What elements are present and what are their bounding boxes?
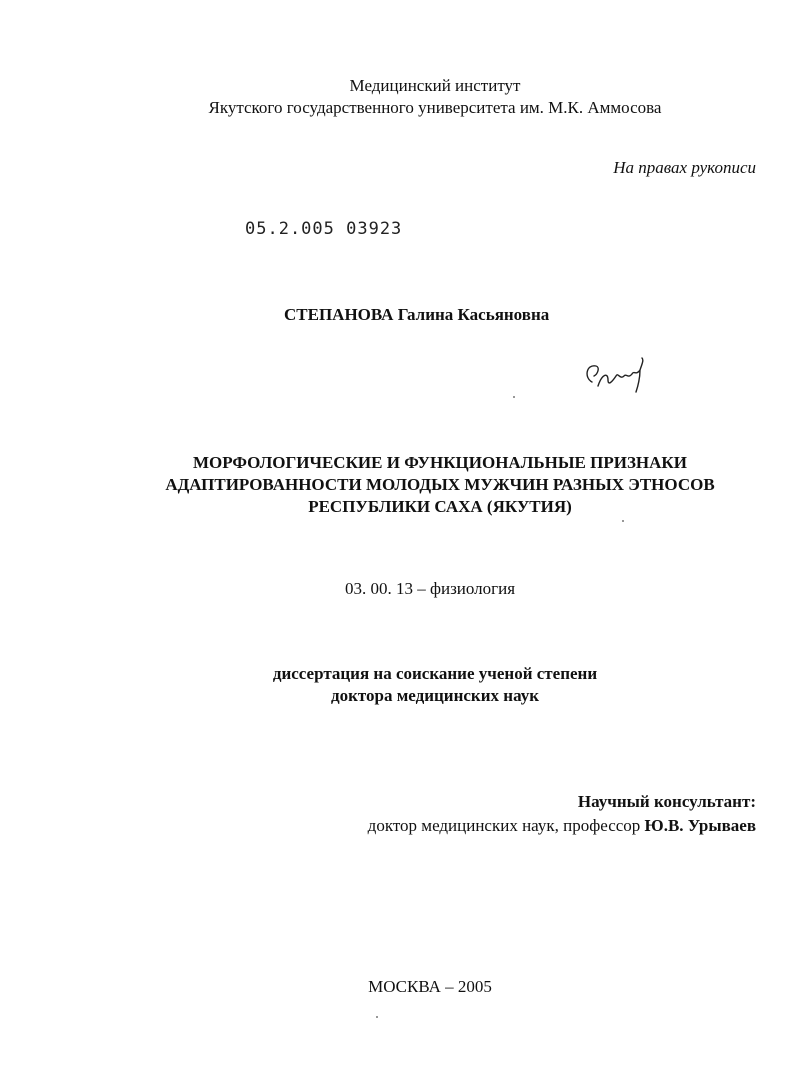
title-line-1: МОРФОЛОГИЧЕСКИЕ И ФУНКЦИОНАЛЬНЫЕ ПРИЗНАКИ [193,453,687,472]
author-surname: СТЕПАНОВА [284,305,394,324]
institute-line-1: Медицинский институт [349,76,521,95]
title-line-3: РЕСПУБЛИКИ САХА (ЯКУТИЯ) [308,497,572,516]
consultant-details [368,814,756,838]
degree-statement [100,663,770,707]
consultant-credentials: доктор медицинских наук, профессор [367,816,641,835]
dissertation-title [120,452,760,518]
institute-header [80,75,790,119]
consultant-name: Ю.В. Урываев [644,816,756,835]
city-year: МОСКВА – 2005 [368,977,492,996]
specialty-code: 03. 00. 13 – физиология [344,579,516,598]
scan-speck [513,396,515,398]
degree-line-1: диссертация на соискание ученой степени [272,664,598,683]
scientific-consultant [368,790,756,838]
author-given-names: Галина Касьяновна [397,305,550,324]
title-line-2: АДАПТИРОВАННОСТИ МОЛОДЫХ МУЖЧИН РАЗНЫХ ЭТНОСОВ [165,475,715,494]
institute-line-2: Якутского государственного университета им. М.К. Аммосова [208,98,662,117]
scan-speck [376,1016,378,1018]
degree-line-2: доктора медицинских наук [330,686,540,705]
handwritten-signature-icon [578,352,658,400]
manuscript-rights-note: На правах рукописи [613,158,756,177]
author-name [284,305,549,325]
library-code-stamp: 05.2.005 03923 [245,219,403,239]
consultant-heading: Научный консультант: [577,792,756,811]
scan-speck [622,520,624,522]
